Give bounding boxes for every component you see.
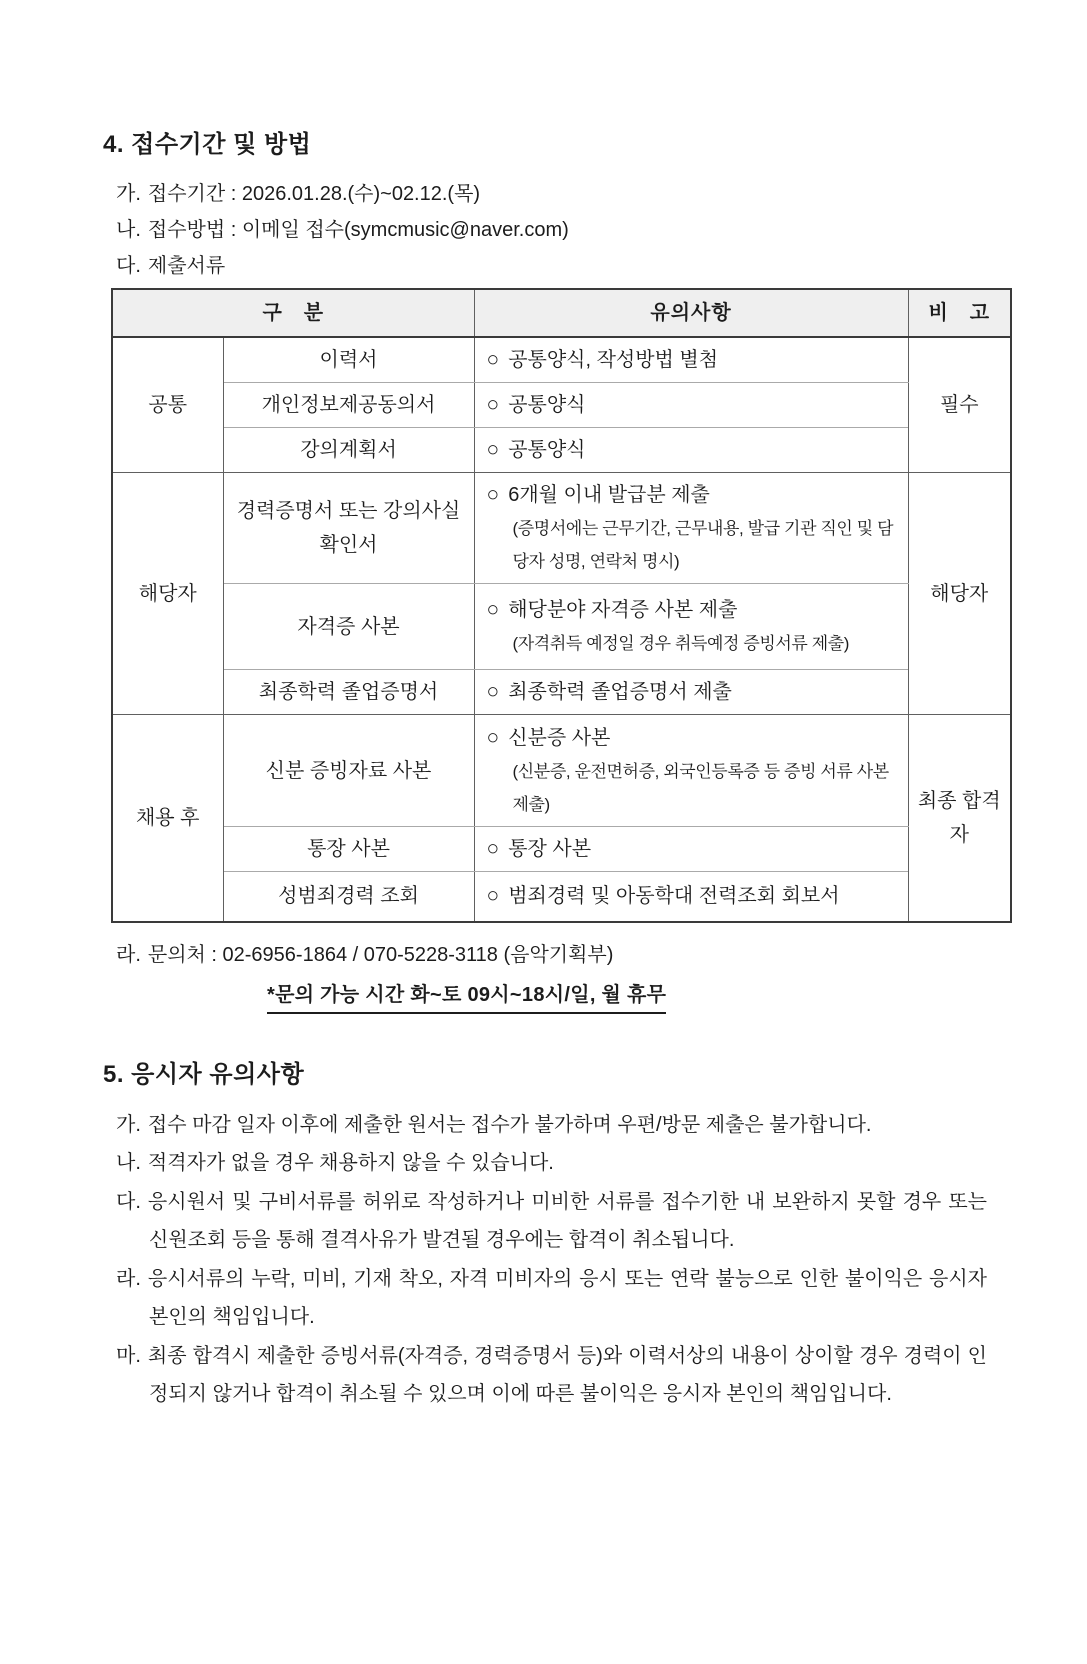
remark-cell: 최종 합격자 (908, 715, 1011, 922)
notice-item (116, 1260, 987, 1337)
note-text: 해당분야 자격증 사본 제출 (508, 599, 738, 621)
note-subtext: (증명서에는 근무기간, 근무내용, 발급 기관 직인 및 담당자 성명, 연락처 명시) (512, 519, 894, 571)
circle-bullet-icon: ○ (486, 884, 500, 908)
notice-item (116, 1106, 987, 1145)
item-label: 다. (116, 255, 141, 277)
remark-cell: 해당자 (908, 473, 1011, 715)
note-cell (474, 383, 908, 428)
notice-item (116, 1337, 987, 1414)
group-name-cell: 해당자 (112, 473, 223, 715)
item-text: 최종 합격시 제출한 증빙서류(자격증, 경력증명서 등)와 이력서상의 내용이 상이할 경우 경력이 인정되지 않거나 합격이 취소될 수 있으며 이에 따른 불이익은 응시자 본인의 책임입니다. (147, 1344, 987, 1405)
item-label: 마. (116, 1344, 141, 1367)
note-cell (474, 428, 908, 473)
note-cell (474, 337, 908, 383)
item-label: 나. (116, 219, 141, 241)
item-label: 가. (116, 183, 141, 205)
table-row (112, 872, 1011, 922)
header-remark: 비 고 (908, 289, 1011, 337)
circle-bullet-icon: ○ (486, 725, 500, 749)
contact-text: 문의처 : 02-6956-1864 / 070-5228-3118 (음악기획부) (147, 943, 614, 966)
note-cell (474, 670, 908, 715)
item-text: 응시원서 및 구비서류를 허위로 작성하거나 미비한 서류를 접수기한 내 보완하지 못할 경우 또는 신원조회 등을 통해 결격사유가 발견될 경우에는 합격이 취소됩니다. (147, 1190, 987, 1251)
table-row (112, 473, 1011, 584)
notice-item (116, 1183, 987, 1260)
item-text: 응시서류의 누락, 미비, 기재 착오, 자격 미비자의 응시 또는 연락 불능으로 인한 불이익은 응시자 본인의 책임입니다. (147, 1267, 987, 1328)
doc-cell: 개인정보제공동의서 (223, 383, 474, 428)
circle-bullet-icon: ○ (486, 438, 500, 461)
circle-bullet-icon: ○ (486, 598, 500, 621)
doc-cell: 자격증 사본 (223, 584, 474, 670)
doc-cell: 강의계획서 (223, 428, 474, 473)
doc-cell: 신분 증빙자료 사본 (223, 715, 474, 827)
item-label: 가. (116, 1113, 141, 1136)
notice-item (116, 1144, 987, 1183)
doc-cell: 최종학력 졸업증명서 (223, 670, 474, 715)
header-notes: 유의사항 (474, 289, 908, 337)
group-name-cell: 공통 (112, 337, 223, 473)
section5-items (0, 1106, 1087, 1414)
circle-bullet-icon: ○ (486, 483, 500, 506)
header-gubun: 구 분 (112, 289, 474, 337)
note-text: 공통양식, 작성방법 별첨 (508, 349, 719, 371)
item-label: 라. (116, 943, 141, 966)
item-text: 접수방법 : 이메일 접수(symcmusic@naver.com) (147, 219, 569, 241)
note-cell (474, 473, 908, 584)
item-text: 접수 마감 일자 이후에 제출한 원서는 접수가 불가하며 우편/방문 제출은 불가합니다. (147, 1113, 872, 1136)
circle-bullet-icon: ○ (486, 680, 500, 703)
table-row (112, 383, 1011, 428)
inquiry-hours-text: *문의 가능 시간 화~토 09시~18시/일, 월 휴무 (267, 979, 666, 1014)
inquiry-hours-line (267, 979, 1087, 1014)
contact-line (116, 937, 987, 973)
circle-bullet-icon: ○ (486, 348, 500, 371)
item-label: 라. (116, 1267, 141, 1290)
submission-documents-table (111, 288, 1012, 923)
note-text: 6개월 이내 발급분 제출 (508, 484, 710, 506)
submission-documents-table-wrap (111, 288, 1087, 923)
note-text: 신분증 사본 (508, 726, 611, 749)
table-header-row (112, 289, 1011, 337)
table-row (112, 670, 1011, 715)
note-text: 공통양식 (508, 394, 586, 416)
list-item-apply-method (116, 212, 987, 248)
item-label: 다. (116, 1190, 141, 1213)
item-text: 적격자가 없을 경우 채용하지 않을 수 있습니다. (147, 1152, 554, 1174)
note-subtext: (자격취득 예정일 경우 취득예정 증빙서류 제출) (512, 634, 850, 653)
group-name-cell: 채용 후 (112, 715, 223, 922)
table-row (112, 428, 1011, 473)
note-cell (474, 715, 908, 827)
note-subtext: (신분증, 운전면허증, 외국인등록증 등 증빙 서류 사본 제출) (512, 761, 889, 814)
table-row (112, 827, 1011, 872)
remark-cell: 필수 (908, 337, 1011, 473)
doc-cell: 이력서 (223, 337, 474, 383)
note-text: 통장 사본 (508, 838, 592, 860)
doc-cell: 통장 사본 (223, 827, 474, 872)
document-page (0, 128, 1087, 1664)
section4-title: 4. 접수기간 및 방법 (103, 131, 312, 158)
note-cell (474, 872, 908, 922)
circle-bullet-icon: ○ (486, 837, 500, 860)
table-row (112, 715, 1011, 827)
item-label: 나. (116, 1152, 141, 1174)
table-row (112, 337, 1011, 383)
item-text: 제출서류 (147, 255, 226, 277)
note-text: 범죄경력 및 아동학대 전력조회 회보서 (508, 885, 840, 908)
note-text: 최종학력 졸업증명서 제출 (508, 681, 732, 703)
doc-cell: 성범죄경력 조회 (223, 872, 474, 922)
circle-bullet-icon: ○ (486, 393, 500, 416)
note-cell (474, 827, 908, 872)
list-item-documents (116, 248, 987, 284)
table-row (112, 584, 1011, 670)
item-text: 접수기간 : 2026.01.28.(수)~02.12.(목) (147, 183, 481, 205)
note-text: 공통양식 (508, 439, 586, 461)
section5-title: 5. 응시자 유의사항 (103, 1060, 305, 1088)
note-cell (474, 584, 908, 670)
doc-cell: 경력증명서 또는 강의사실확인서 (223, 473, 474, 584)
list-item-apply-period (116, 176, 987, 212)
